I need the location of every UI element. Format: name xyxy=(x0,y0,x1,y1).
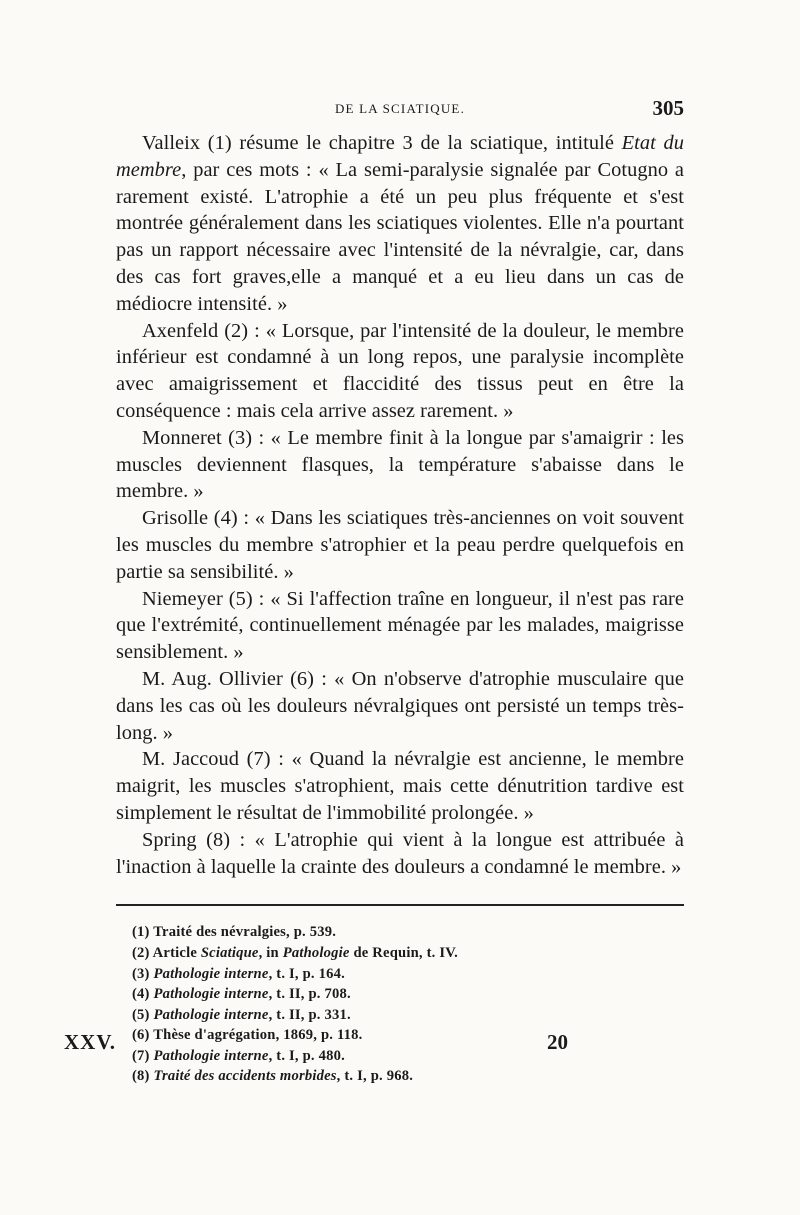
text-run: (3) xyxy=(132,965,154,982)
footnote xyxy=(132,922,684,943)
sheet-number: 20 xyxy=(547,1030,568,1054)
text-run: Grisolle (4) : « Dans les sciatiques très-anciennes on voit souvent les muscles du membre s'atrophier et la peau perdre quelquefois en partie sa sensibilité. » xyxy=(116,507,684,583)
text-run: , t. I, p. 164. xyxy=(268,965,345,982)
footnote xyxy=(132,964,684,985)
text-run: M. Jaccoud (7) : « Quand la névralgie est ancienne, le membre maigrit, les muscles s'atrophient, mais cette dénutrition tardive est simplement le résultat de l'immobilité prolongée. » xyxy=(116,748,684,824)
paragraph xyxy=(116,505,684,585)
text-run: (6) Thèse d'agrégation, 1869, p. 118. xyxy=(132,1027,363,1044)
text-run: , t. II, p. 708. xyxy=(268,986,351,1003)
text-run: , t. I, p. 480. xyxy=(268,1047,345,1064)
italic-text: Pathologie interne xyxy=(153,986,269,1003)
paragraph xyxy=(116,827,684,881)
text-run: (7) xyxy=(132,1047,154,1064)
text-run: , par ces mots : « La semi-paralysie signalée par Cotugno a rarement existé. L'atrophie a été un peu plus fréquente et s'est montrée généralement dans les sciatiques violentes. Elle n'a pourtant pas un rapport nécessaire avec l'intensité de la névralgie, car, dans des cas fort graves,elle a manqué et a eu lieu dans un cas de médiocre intensité. » xyxy=(116,158,684,315)
footnote xyxy=(132,1066,684,1087)
italic-text: Pathologie interne xyxy=(153,965,269,982)
text-run: Spring (8) : « L'atrophie qui vient à la longue est attribuée à l'inaction à laquelle la crainte des douleurs a condamné le membre. » xyxy=(116,828,684,878)
paragraph xyxy=(116,746,684,826)
text-run: Monneret (3) : « Le membre finit à la longue par s'amaigrir : les muscles deviennent flasques, la température s'abaisse dans le membre. » xyxy=(116,426,684,503)
paragraph xyxy=(116,318,684,425)
page-footer xyxy=(64,1030,568,1060)
text-run: , in xyxy=(258,944,283,961)
italic-text: Traité des accidents morbides xyxy=(153,1068,337,1085)
footnotes xyxy=(116,922,684,1087)
signature-mark: XXV. xyxy=(64,1030,117,1054)
text-run: (4) xyxy=(132,986,154,1003)
text-run: (1) Traité des névralgies, p. 539. xyxy=(132,924,337,941)
text-run: Axenfeld (2) : « Lorsque, par l'intensité de la douleur, le membre inférieur est condamné à un long repos, une paralysie incomplète avec amaigrissement et flaccidité des tissus peut en être la conséquence : mais cela arrive assez rarement. » xyxy=(116,319,684,422)
page-number: 305 xyxy=(652,96,684,120)
italic-text: Sciatique xyxy=(200,944,259,961)
italic-text: Pathologie interne xyxy=(153,1006,269,1023)
footnote xyxy=(132,943,684,964)
text-run: (8) xyxy=(132,1068,154,1085)
running-title: DE LA SCIATIQUE. xyxy=(334,101,466,116)
paragraph xyxy=(116,130,684,318)
text-run: (2) Article xyxy=(132,944,201,961)
body-text xyxy=(116,130,684,880)
text-run: (5) xyxy=(132,1006,154,1023)
text-run: , t. II, p. 331. xyxy=(268,1006,351,1023)
italic-text: Pathologie xyxy=(282,944,350,961)
paragraph xyxy=(116,666,684,746)
italic-text: Pathologie interne xyxy=(153,1047,269,1064)
paragraph xyxy=(116,425,684,505)
footnote xyxy=(132,1005,684,1026)
document-page xyxy=(116,96,684,1087)
footnote-rule xyxy=(116,904,684,906)
text-run: Valleix (1) résume le chapitre 3 de la sciatique, intitulé xyxy=(142,132,622,154)
text-run: M. Aug. Ollivier (6) : « On n'observe d'atrophie musculaire que dans les cas où les douleurs névralgiques ont persisté un temps très-long. » xyxy=(116,667,684,744)
italic-text: Etat du membre xyxy=(116,132,684,181)
text-run: de Requin, t. IV. xyxy=(349,944,458,961)
paragraph xyxy=(116,586,684,666)
text-run: Niemeyer (5) : « Si l'affection traîne en longueur, il n'est pas rare que l'extrémité, continuellement ménagée par les malades, maigrisse sensiblement. » xyxy=(116,587,684,664)
running-head xyxy=(116,96,684,130)
footnote xyxy=(132,984,684,1005)
text-run: , t. I, p. 968. xyxy=(336,1068,414,1085)
